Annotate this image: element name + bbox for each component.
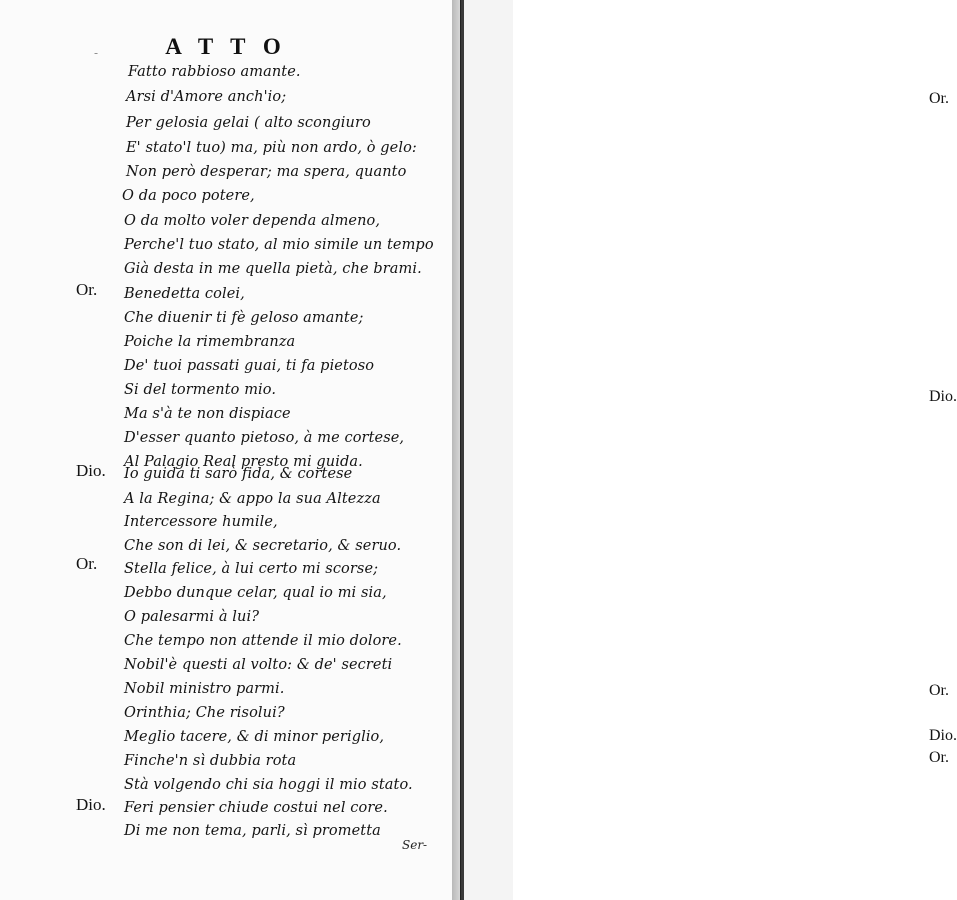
catchword: Ser- (402, 838, 428, 852)
page-edge (452, 0, 461, 900)
verse-line: O da molto voler dependa almeno, (124, 213, 381, 229)
verse-line: Che son di lei, & secretario, & seruo. (124, 538, 402, 554)
verse-line: E' stato'l tuo) ma, più non ardo, ò gelo: (126, 140, 417, 156)
speaker-label: Or. (76, 280, 98, 299)
verse-line: Già desta in me quella pietà, che brami. (124, 261, 422, 277)
page-corner-mark: - (94, 46, 99, 60)
verse-line: Al Palagio Real presto mi guida. (124, 454, 363, 470)
speaker-label: Or. (76, 554, 98, 573)
verse-line: Perche'l tuo stato, al mio simile un tempo (124, 237, 434, 253)
book-page (0, 0, 454, 900)
speaker-label: Dio. (76, 461, 106, 480)
verse-line: Debbo dunque celar, qual io mi sia, (124, 585, 387, 601)
verse-line: Di me non tema, parli, sì prometta (124, 823, 381, 839)
facing-speaker-label: Or. (929, 682, 949, 699)
facing-page (461, 0, 957, 900)
verse-line: D'esser quanto pietoso, à me cortese, (124, 430, 405, 446)
verse-line: O da poco potere, (122, 188, 255, 204)
verse-line: A la Regina; & appo la sua Altezza (124, 491, 381, 507)
verse-line: Poiche la rimembranza (124, 334, 296, 350)
verse-line: Finche'n sì dubbia rota (124, 753, 297, 769)
verse-line: Fatto rabbioso amante. (128, 64, 301, 80)
verse-line: O palesarmi à lui? (124, 609, 260, 625)
verse-line: Ma s'à te non dispiace (124, 406, 291, 422)
verse-line: Si del tormento mio. (124, 382, 277, 398)
verse-line: Io guida ti sarò fida, & cortese (124, 466, 353, 482)
verse-line: Arsi d'Amore anch'io; (126, 89, 287, 105)
verse-line: Che tempo non attende il mio dolore. (124, 633, 402, 649)
verse-line: De' tuoi passati guai, ti fa pietoso (124, 358, 375, 374)
verse-line: Intercessore humile, (124, 514, 278, 530)
verse-line: Meglio tacere, & di minor periglio, (124, 729, 385, 745)
verse-line: Benedetta colei, (124, 286, 245, 302)
verse-line: Feri pensier chiude costui nel core. (124, 800, 388, 816)
verse-line: Per gelosia gelai ( alto scongiuro (126, 115, 371, 131)
facing-speaker-label: Or. (929, 749, 949, 766)
facing-speaker-label: Dio. (929, 727, 957, 744)
verse-line: Nobil'è questi al volto: & de' secreti (124, 657, 393, 673)
verse-line: Nobil ministro parmi. (124, 681, 285, 697)
verse-line: Che diuenir ti fè geloso amante; (124, 310, 364, 326)
facing-speaker-label: Dio. (929, 388, 957, 405)
speaker-label: Dio. (76, 795, 106, 814)
verse-line: Stella felice, à lui certo mi scorse; (124, 561, 379, 577)
page-header: A T T O (165, 34, 287, 59)
verse-line: Stà volgendo chi sia hoggi il mio stato. (124, 777, 413, 793)
verse-line: Non però desperar; ma spera, quanto (126, 164, 407, 180)
facing-speaker-label: Or. (929, 90, 949, 107)
verse-line: Orinthia; Che risolui? (124, 705, 285, 721)
